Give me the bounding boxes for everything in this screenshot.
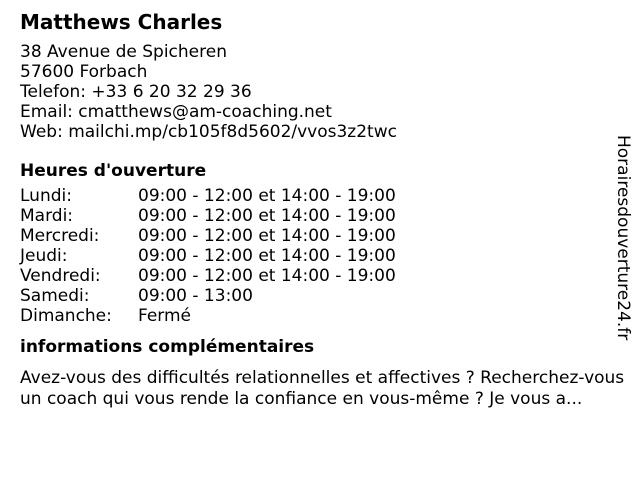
hours-row-wednesday (20, 226, 620, 246)
web-text: Web: mailchi.mp/cb105f8d5602/vvos3z2twc (20, 122, 397, 142)
hours-day: Dimanche: (20, 306, 112, 326)
hours-time: 09:00 - 12:00 et 14:00 - 19:00 (138, 226, 396, 246)
hours-row-monday (20, 186, 620, 206)
hours-row-friday (20, 266, 620, 286)
hours-day: Lundi: (20, 186, 72, 206)
hours-row-saturday (20, 286, 620, 306)
hours-time: 09:00 - 12:00 et 14:00 - 19:00 (138, 246, 396, 266)
hours-day: Samedi: (20, 286, 90, 306)
additional-info-text: Avez-vous des difficultés relationnelles et affectives ? Recherchez-vous un coach qui vous rende la confiance en vous-même ? Je vous a... (20, 368, 625, 409)
hours-time: 09:00 - 12:00 et 14:00 - 19:00 (138, 266, 396, 286)
opening-hours-title: Heures d'ouverture (20, 161, 207, 181)
business-name: Matthews Charles (20, 10, 223, 34)
opening-hours-list (20, 186, 620, 326)
additional-info-title: informations complémentaires (20, 337, 315, 357)
hours-row-thursday (20, 246, 620, 266)
email-text: Email: cmatthews@am-coaching.net (20, 102, 332, 122)
hours-time: 09:00 - 13:00 (138, 286, 253, 306)
hours-day: Mardi: (20, 206, 74, 226)
hours-day: Jeudi: (20, 246, 68, 266)
hours-row-tuesday (20, 206, 620, 226)
site-brand-watermark: Horairesdouverture24.fr (613, 135, 633, 341)
phone-text: Telefon: +33 6 20 32 29 36 (20, 82, 252, 102)
hours-day: Vendredi: (20, 266, 101, 286)
hours-day: Mercredi: (20, 226, 100, 246)
hours-row-sunday (20, 306, 620, 326)
address-line-2: 57600 Forbach (20, 62, 148, 82)
hours-time: 09:00 - 12:00 et 14:00 - 19:00 (138, 186, 396, 206)
hours-time: 09:00 - 12:00 et 14:00 - 19:00 (138, 206, 396, 226)
address-line-1: 38 Avenue de Spicheren (20, 42, 227, 62)
hours-time: Fermé (138, 306, 192, 326)
